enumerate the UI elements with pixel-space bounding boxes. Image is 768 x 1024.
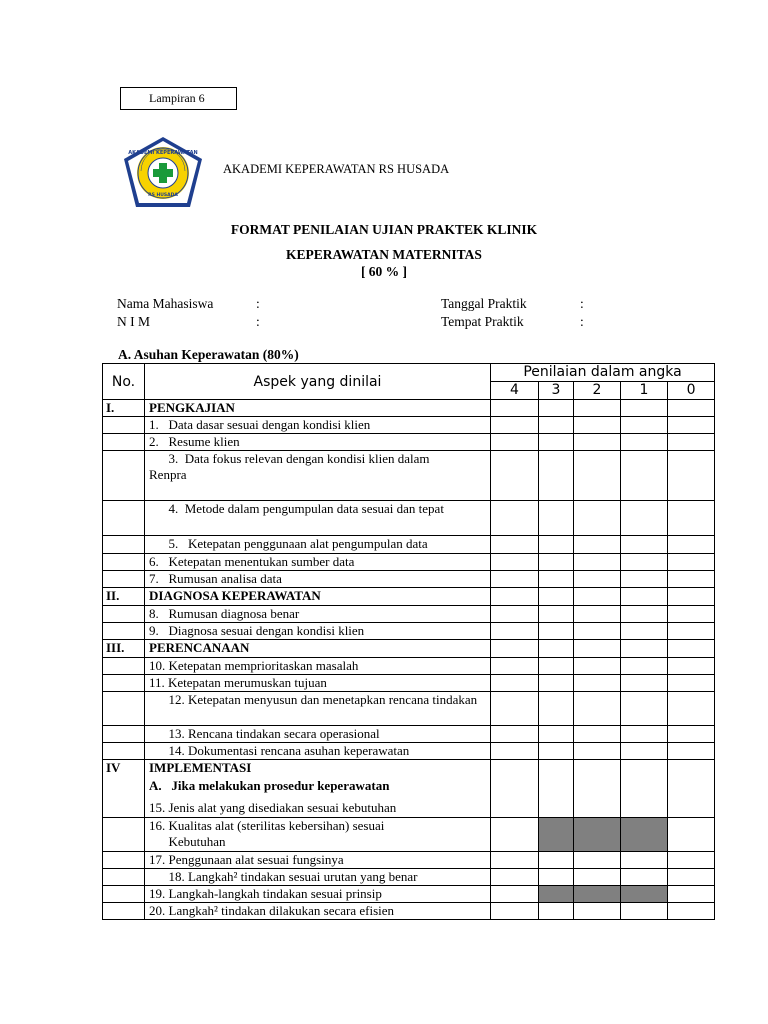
tanggal-praktik-label: Tanggal Praktik bbox=[441, 296, 527, 311]
institution-name: AKADEMI KEPERAWATAN RS HUSADA bbox=[223, 162, 450, 176]
nama-mahasiswa-label: Nama Mahasiswa bbox=[117, 296, 214, 311]
column-header-aspek: Aspek yang dinilai bbox=[145, 364, 491, 400]
score-cell-0[interactable] bbox=[668, 434, 715, 451]
score-cell-1[interactable] bbox=[621, 658, 668, 675]
score-cell-3[interactable] bbox=[539, 760, 574, 818]
row-number: I. bbox=[103, 400, 145, 417]
score-cell-1[interactable] bbox=[621, 434, 668, 451]
row-aspect bbox=[145, 903, 491, 920]
row-aspect bbox=[145, 726, 491, 743]
score-cell-3[interactable] bbox=[539, 869, 574, 886]
score-cell-3[interactable] bbox=[539, 852, 574, 869]
row-aspect bbox=[145, 658, 491, 675]
score-cell-0[interactable] bbox=[668, 623, 715, 640]
row-aspect bbox=[145, 869, 491, 886]
score-cell-4[interactable] bbox=[491, 400, 539, 417]
table-row bbox=[103, 417, 715, 434]
row-aspect bbox=[145, 501, 491, 536]
table-row bbox=[103, 903, 715, 920]
score-cell-1[interactable] bbox=[621, 869, 668, 886]
score-cell-0[interactable] bbox=[668, 692, 715, 726]
score-cell-1[interactable] bbox=[621, 400, 668, 417]
row-aspect bbox=[145, 743, 491, 760]
criterion-text-continued: Kebutuhan bbox=[149, 834, 226, 849]
score-cell-2[interactable] bbox=[574, 588, 621, 606]
score-cell-1[interactable] bbox=[621, 903, 668, 920]
score-cell-4[interactable] bbox=[491, 886, 539, 903]
score-cell-2[interactable] bbox=[574, 554, 621, 571]
table-row bbox=[103, 658, 715, 675]
form-title: FORMAT PENILAIAN UJIAN PRAKTEK KLINIK bbox=[230, 222, 538, 237]
score-cell-0[interactable] bbox=[668, 760, 715, 818]
table-row bbox=[103, 571, 715, 588]
table-row bbox=[103, 501, 715, 536]
criterion-text: 6. Ketepatan menentukan sumber data bbox=[149, 554, 355, 569]
score-cell-disabled bbox=[574, 818, 621, 852]
table-row bbox=[103, 536, 715, 554]
row-aspect bbox=[145, 536, 491, 554]
nama-colon: : bbox=[256, 296, 260, 311]
assessment-rows bbox=[103, 400, 715, 920]
score-cell-4[interactable] bbox=[491, 417, 539, 434]
table-row bbox=[103, 623, 715, 640]
score-cell-3[interactable] bbox=[539, 400, 574, 417]
score-cell-2[interactable] bbox=[574, 400, 621, 417]
tempat-praktik-label: Tempat Praktik bbox=[441, 314, 524, 329]
criterion-text-continued: Renpra bbox=[149, 467, 187, 482]
criterion-text: 7. Rumusan analisa data bbox=[149, 571, 282, 586]
score-cell-disabled bbox=[539, 886, 574, 903]
criterion-text: 17. Penggunaan alat sesuai fungsinya bbox=[149, 852, 344, 867]
score-cell-4[interactable] bbox=[491, 760, 539, 818]
svg-text:RS HUSADA: RS HUSADA bbox=[148, 193, 178, 198]
row-number: IV bbox=[103, 760, 145, 818]
score-cell-2[interactable] bbox=[574, 903, 621, 920]
score-cell-1[interactable] bbox=[621, 417, 668, 434]
row-aspect bbox=[145, 571, 491, 588]
table-row bbox=[103, 400, 715, 417]
score-cell-disabled bbox=[574, 886, 621, 903]
column-header-penilaian: Penilaian dalam angka bbox=[491, 364, 715, 382]
score-cell-0[interactable] bbox=[668, 640, 715, 658]
table-row bbox=[103, 434, 715, 451]
score-cell-0[interactable] bbox=[668, 606, 715, 623]
score-header-2: 2 bbox=[574, 382, 621, 400]
section-heading: DIAGNOSA KEPERAWATAN bbox=[149, 588, 321, 603]
row-number bbox=[103, 451, 145, 501]
score-cell-0[interactable] bbox=[668, 501, 715, 536]
row-aspect bbox=[145, 760, 491, 818]
criterion-text: 13. Rencana tindakan secara operasional bbox=[149, 726, 380, 741]
row-number bbox=[103, 623, 145, 640]
score-cell-1[interactable] bbox=[621, 675, 668, 692]
score-cell-2[interactable] bbox=[574, 743, 621, 760]
row-number bbox=[103, 536, 145, 554]
row-aspect bbox=[145, 434, 491, 451]
score-cell-0[interactable] bbox=[668, 852, 715, 869]
score-cell-0[interactable] bbox=[668, 554, 715, 571]
row-number bbox=[103, 852, 145, 869]
score-cell-0[interactable] bbox=[668, 536, 715, 554]
score-cell-3[interactable] bbox=[539, 451, 574, 501]
score-cell-1[interactable] bbox=[621, 692, 668, 726]
row-number bbox=[103, 417, 145, 434]
score-header-0: 0 bbox=[668, 382, 715, 400]
row-aspect bbox=[145, 640, 491, 658]
score-cell-2[interactable] bbox=[574, 675, 621, 692]
section-heading: IMPLEMENTASI bbox=[149, 760, 252, 775]
row-number bbox=[103, 571, 145, 588]
score-cell-1[interactable] bbox=[621, 536, 668, 554]
score-cell-3[interactable] bbox=[539, 623, 574, 640]
criterion-text: 4. Metode dalam pengumpulan data sesuai dan tepat bbox=[149, 501, 444, 516]
score-cell-3[interactable] bbox=[539, 640, 574, 658]
tempat-colon: : bbox=[580, 314, 584, 329]
score-cell-1[interactable] bbox=[621, 554, 668, 571]
section-a-heading: A. Asuhan Keperawatan (80%) bbox=[118, 347, 299, 362]
score-cell-3[interactable] bbox=[539, 554, 574, 571]
row-aspect bbox=[145, 623, 491, 640]
row-number bbox=[103, 554, 145, 571]
score-header-3: 3 bbox=[539, 382, 574, 400]
row-aspect bbox=[145, 417, 491, 434]
score-cell-2[interactable] bbox=[574, 623, 621, 640]
score-cell-0[interactable] bbox=[668, 818, 715, 852]
score-header-4: 4 bbox=[491, 382, 539, 400]
score-cell-4[interactable] bbox=[491, 571, 539, 588]
table-row bbox=[103, 588, 715, 606]
row-aspect bbox=[145, 852, 491, 869]
score-cell-2[interactable] bbox=[574, 869, 621, 886]
row-number bbox=[103, 869, 145, 886]
row-aspect bbox=[145, 606, 491, 623]
row-aspect bbox=[145, 692, 491, 726]
score-cell-3[interactable] bbox=[539, 501, 574, 536]
score-cell-3[interactable] bbox=[539, 588, 574, 606]
criterion-text: 18. Langkah² tindakan sesuai urutan yang benar bbox=[149, 869, 418, 884]
score-cell-0[interactable] bbox=[668, 903, 715, 920]
score-cell-4[interactable] bbox=[491, 692, 539, 726]
score-cell-3[interactable] bbox=[539, 417, 574, 434]
score-cell-3[interactable] bbox=[539, 692, 574, 726]
score-cell-2[interactable] bbox=[574, 692, 621, 726]
score-cell-4[interactable] bbox=[491, 852, 539, 869]
table-row bbox=[103, 675, 715, 692]
score-cell-4[interactable] bbox=[491, 623, 539, 640]
score-cell-2[interactable] bbox=[574, 501, 621, 536]
section-heading: PERENCANAAN bbox=[149, 640, 250, 655]
score-cell-4[interactable] bbox=[491, 726, 539, 743]
table-row bbox=[103, 818, 715, 852]
criterion-text: 3. Data fokus relevan dengan kondisi klien dalam bbox=[149, 451, 430, 466]
score-cell-1[interactable] bbox=[621, 760, 668, 818]
nim-colon: : bbox=[256, 314, 260, 329]
row-number bbox=[103, 501, 145, 536]
subsection-heading: A. Jika melakukan prosedur keperawatan bbox=[149, 778, 390, 793]
row-number bbox=[103, 743, 145, 760]
score-cell-1[interactable] bbox=[621, 623, 668, 640]
score-cell-2[interactable] bbox=[574, 726, 621, 743]
score-header-1: 1 bbox=[621, 382, 668, 400]
row-number bbox=[103, 606, 145, 623]
svg-text:AKADEMI KEPERAWATAN: AKADEMI KEPERAWATAN bbox=[128, 150, 198, 156]
row-number bbox=[103, 886, 145, 903]
score-cell-1[interactable] bbox=[621, 606, 668, 623]
criterion-text: 14. Dokumentasi rencana asuhan keperawatan bbox=[149, 743, 410, 758]
row-aspect bbox=[145, 451, 491, 501]
form-weight: [ 60 % ] bbox=[360, 264, 408, 279]
row-aspect bbox=[145, 588, 491, 606]
score-cell-4[interactable] bbox=[491, 818, 539, 852]
score-cell-2[interactable] bbox=[574, 451, 621, 501]
row-number bbox=[103, 658, 145, 675]
score-cell-4[interactable] bbox=[491, 675, 539, 692]
table-row bbox=[103, 726, 715, 743]
score-cell-4[interactable] bbox=[491, 658, 539, 675]
score-cell-0[interactable] bbox=[668, 571, 715, 588]
score-cell-2[interactable] bbox=[574, 852, 621, 869]
score-cell-0[interactable] bbox=[668, 675, 715, 692]
row-aspect bbox=[145, 554, 491, 571]
score-cell-1[interactable] bbox=[621, 451, 668, 501]
score-cell-3[interactable] bbox=[539, 675, 574, 692]
score-cell-3[interactable] bbox=[539, 658, 574, 675]
score-cell-disabled bbox=[539, 818, 574, 852]
row-aspect bbox=[145, 886, 491, 903]
score-cell-1[interactable] bbox=[621, 501, 668, 536]
row-number bbox=[103, 675, 145, 692]
row-number bbox=[103, 726, 145, 743]
table-row bbox=[103, 692, 715, 726]
row-number bbox=[103, 434, 145, 451]
score-cell-0[interactable] bbox=[668, 417, 715, 434]
score-cell-1[interactable] bbox=[621, 726, 668, 743]
score-cell-4[interactable] bbox=[491, 536, 539, 554]
table-row bbox=[103, 606, 715, 623]
score-cell-0[interactable] bbox=[668, 451, 715, 501]
score-cell-3[interactable] bbox=[539, 903, 574, 920]
score-cell-4[interactable] bbox=[491, 640, 539, 658]
criterion-text: 9. Diagnosa sesuai dengan kondisi klien bbox=[149, 623, 365, 638]
score-cell-4[interactable] bbox=[491, 588, 539, 606]
nim-label: N I M bbox=[117, 314, 150, 329]
score-cell-1[interactable] bbox=[621, 743, 668, 760]
table-row bbox=[103, 886, 715, 903]
score-cell-3[interactable] bbox=[539, 726, 574, 743]
column-header-no: No. bbox=[103, 364, 145, 400]
tanggal-colon: : bbox=[580, 296, 584, 311]
row-aspect bbox=[145, 400, 491, 417]
criterion-text: 12. Ketepatan menyusun dan menetapkan rencana tindakan bbox=[149, 692, 478, 707]
table-row bbox=[103, 640, 715, 658]
score-cell-2[interactable] bbox=[574, 434, 621, 451]
score-cell-4[interactable] bbox=[491, 554, 539, 571]
criterion-text: 2. Resume klien bbox=[149, 434, 240, 449]
institution-logo bbox=[122, 135, 204, 209]
score-cell-3[interactable] bbox=[539, 743, 574, 760]
score-cell-1[interactable] bbox=[621, 640, 668, 658]
form-subtitle: KEPERAWATAN MATERNITAS bbox=[286, 247, 482, 262]
criterion-text: 1. Data dasar sesuai dengan kondisi klien bbox=[149, 417, 371, 432]
score-cell-4[interactable] bbox=[491, 606, 539, 623]
score-cell-4[interactable] bbox=[491, 434, 539, 451]
table-row bbox=[103, 451, 715, 501]
table-row bbox=[103, 760, 715, 818]
score-cell-0[interactable] bbox=[668, 869, 715, 886]
score-cell-0[interactable] bbox=[668, 658, 715, 675]
table-row bbox=[103, 852, 715, 869]
row-number bbox=[103, 692, 145, 726]
score-cell-2[interactable] bbox=[574, 760, 621, 818]
criterion-text: 19. Langkah-langkah tindakan sesuai prinsip bbox=[149, 886, 382, 901]
row-aspect bbox=[145, 675, 491, 692]
row-number: III. bbox=[103, 640, 145, 658]
score-cell-0[interactable] bbox=[668, 743, 715, 760]
score-cell-3[interactable] bbox=[539, 434, 574, 451]
score-cell-4[interactable] bbox=[491, 869, 539, 886]
score-cell-2[interactable] bbox=[574, 571, 621, 588]
criterion-text: 5. Ketepatan penggunaan alat pengumpulan data bbox=[149, 536, 428, 551]
score-cell-2[interactable] bbox=[574, 640, 621, 658]
score-cell-0[interactable] bbox=[668, 400, 715, 417]
score-cell-4[interactable] bbox=[491, 743, 539, 760]
score-cell-0[interactable] bbox=[668, 588, 715, 606]
table-row bbox=[103, 554, 715, 571]
score-cell-0[interactable] bbox=[668, 726, 715, 743]
criterion-text: 10. Ketepatan memprioritaskan masalah bbox=[149, 658, 359, 673]
criterion-text: 20. Langkah² tindakan dilakukan secara efisien bbox=[149, 903, 395, 918]
score-cell-4[interactable] bbox=[491, 451, 539, 501]
row-number bbox=[103, 903, 145, 920]
score-cell-3[interactable] bbox=[539, 571, 574, 588]
score-cell-3[interactable] bbox=[539, 536, 574, 554]
row-number: II. bbox=[103, 588, 145, 606]
section-heading: PENGKAJIAN bbox=[149, 400, 235, 415]
row-number bbox=[103, 818, 145, 852]
score-cell-0[interactable] bbox=[668, 886, 715, 903]
score-cell-2[interactable] bbox=[574, 417, 621, 434]
score-cell-disabled bbox=[621, 886, 668, 903]
score-cell-4[interactable] bbox=[491, 903, 539, 920]
criterion-text: 16. Kualitas alat (sterilitas kebersihan) sesuai bbox=[149, 818, 385, 833]
assessment-table bbox=[102, 363, 715, 920]
table-row bbox=[103, 743, 715, 760]
table-row bbox=[103, 869, 715, 886]
score-cell-disabled bbox=[621, 818, 668, 852]
score-cell-1[interactable] bbox=[621, 588, 668, 606]
score-cell-3[interactable] bbox=[539, 606, 574, 623]
score-cell-1[interactable] bbox=[621, 571, 668, 588]
criterion-text: 8. Rumusan diagnosa benar bbox=[149, 606, 300, 621]
lampiran-box bbox=[120, 87, 237, 110]
row-aspect bbox=[145, 818, 491, 852]
score-cell-1[interactable] bbox=[621, 852, 668, 869]
criterion-text-continued: 15. Jenis alat yang disediakan sesuai kebutuhan bbox=[149, 800, 397, 815]
score-cell-4[interactable] bbox=[491, 501, 539, 536]
score-cell-2[interactable] bbox=[574, 658, 621, 675]
criterion-text: 11. Ketepatan merumuskan tujuan bbox=[149, 675, 327, 690]
score-cell-2[interactable] bbox=[574, 606, 621, 623]
score-cell-2[interactable] bbox=[574, 536, 621, 554]
lampiran-label: Lampiran 6 bbox=[149, 91, 205, 105]
